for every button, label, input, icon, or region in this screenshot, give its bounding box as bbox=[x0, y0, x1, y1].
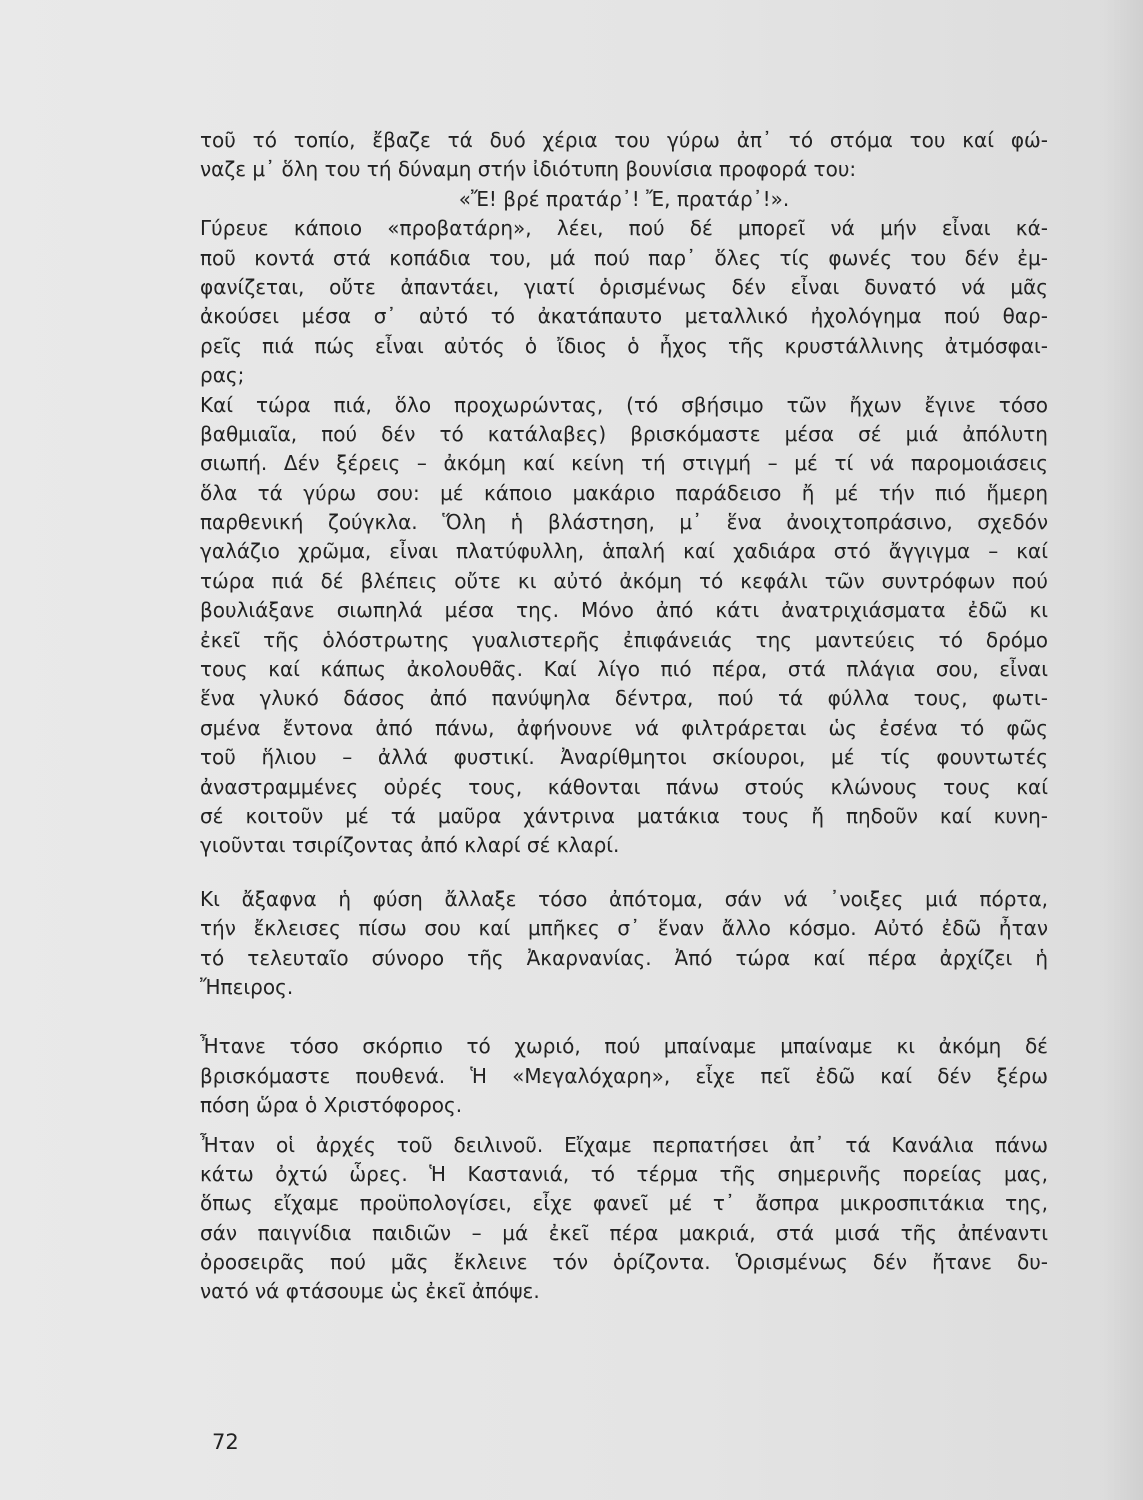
text-line: σάν παιγνίδια παιδιῶν – μά ἐκεῖ πέρα μακριά, στά μισά τῆς ἀπέναντι bbox=[200, 1220, 1048, 1245]
text-line: Καί τώρα πιά, ὅλο προχωρώντας, (τό σβήσιμο τῶν ἤχων ἔγινε τόσο bbox=[200, 392, 1048, 417]
text-line: τώρα πιά δέ βλέπεις οὔτε κι αὐτό ἀκόμη τό κεφάλι τῶν συντρόφων πού bbox=[200, 568, 1048, 593]
text-line-exclamation: «Ἔ! βρέ πρατάρ᾿! Ἔ, πρατάρ᾿!». bbox=[458, 186, 790, 211]
text-line: κάτω ὀχτώ ὧρες. Ἡ Καστανιά, τό τέρμα τῆς σημερινῆς πορείας μας, bbox=[200, 1161, 1048, 1186]
text-line: τήν ἔκλεισες πίσω σου καί μπῆκες σ᾿ ἕναν ἄλλο κόσμο. Αὐτό ἐδῶ ἦταν bbox=[200, 916, 1048, 941]
text-line: πόση ὥρα ὁ Χριστόφορος. bbox=[200, 1093, 463, 1118]
text-line: φανίζεται, οὔτε ἀπαντάει, γιατί ὁρισμένως δέν εἶναι δυνατό νά μᾶς bbox=[200, 274, 1048, 299]
text-line: ἕνα γλυκό δάσος ἀπό πανύψηλα δέντρα, πού τά φύλλα τους, φωτι- bbox=[200, 686, 1048, 711]
page-number: 72 bbox=[212, 1430, 239, 1454]
paragraph-gap bbox=[200, 1121, 1048, 1131]
text-line: τό τελευταῖο σύνορο τῆς Ἀκαρνανίας. Ἀπό τώρα καί πέρα ἀρχίζει ἡ bbox=[200, 945, 1048, 970]
text-line: Ἦταν οἱ ἀρχές τοῦ δειλινοῦ. Εἴχαμε περπατήσει ἀπ᾿ τά Κανάλια πάνω bbox=[200, 1132, 1048, 1157]
text-line: Ἤπειρος. bbox=[200, 974, 294, 999]
text-line: ὅλα τά γύρω σου: μέ κάποιο μακάριο παράδεισο ἤ μέ τήν πιό ἥμερη bbox=[200, 480, 1048, 505]
text-line: Γύρευε κάποιο «προβατάρη», λέει, πού δέ μπορεῖ νά μήν εἶναι κά- bbox=[200, 216, 1048, 241]
text-line: γιοῦνται τσιρίζοντας ἀπό κλαρί σέ κλαρί. bbox=[200, 833, 620, 858]
page-edge-shadow bbox=[1103, 0, 1143, 1500]
text-line: ναζε μ᾿ ὅλη του τή δύναμη στήν ἰδιότυπη βουνίσια προφορά του: bbox=[200, 157, 857, 182]
text-line: βουλιάξανε σιωπηλά μέσα της. Μόνο ἀπό κάτι ἀνατριχιάσματα ἐδῶ κι bbox=[200, 598, 1048, 623]
text-line: Ἦτανε τόσο σκόρπιο τό χωριό, πού μπαίναμε μπαίναμε κι ἀκόμη δέ bbox=[200, 1034, 1048, 1059]
text-line: σιωπή. Δέν ξέρεις – ἀκόμη καί κείνη τή στιγμή – μέ τί νά παρομοιάσεις bbox=[200, 451, 1048, 476]
text-line: Κι ἄξαφνα ἡ φύση ἄλλαξε τόσο ἀπότομα, σάν νά ᾿νοιξες μιά πόρτα, bbox=[200, 886, 1048, 911]
text-line: νατό νά φτάσουμε ὡς ἐκεῖ ἀπόψε. bbox=[200, 1279, 540, 1304]
paragraph-gap bbox=[200, 1002, 1048, 1032]
body-text bbox=[200, 126, 1048, 1307]
text-line: ὅπως εἴχαμε προϋπολογίσει, εἶχε φανεῖ μέ τ᾿ ἄσπρα μικροσπιτάκια της, bbox=[200, 1191, 1048, 1216]
text-line: ρας; bbox=[200, 363, 245, 388]
text-line: ἀναστραμμένες οὐρές τους, κάθονται πάνω στούς κλώνους τους καί bbox=[200, 774, 1048, 799]
text-line: ρεῖς πιά πώς εἶναι αὐτός ὁ ἴδιος ὁ ἦχος τῆς κρυστάλλινης ἀτμόσφαι- bbox=[200, 333, 1048, 358]
text-line: βρισκόμαστε πουθενά. Ἡ «Μεγαλόχαρη», εἶχε πεῖ ἐδῶ καί δέν ξέρω bbox=[200, 1063, 1048, 1088]
text-line: τοῦ ἥλιου – ἀλλά φυστικί. Ἀναρίθμητοι σκίουροι, μέ τίς φουντωτές bbox=[200, 745, 1048, 770]
text-line: βαθμιαῖα, πού δέν τό κατάλαβες) βρισκόμαστε μέσα σέ μιά ἀπόλυτη bbox=[200, 421, 1048, 446]
text-line: ποῦ κοντά στά κοπάδια του, μά πού παρ᾿ ὅλες τίς φωνές του δέν ἐμ- bbox=[200, 245, 1048, 270]
text-line: ἀκούσει μέσα σ᾿ αὐτό τό ἀκατάπαυτο μεταλλικό ἠχολόγημα πού θαρ- bbox=[200, 304, 1048, 329]
text-line: γαλάζιο χρῶμα, εἶναι πλατύφυλλη, ἁπαλή καί χαδιάρα στό ἄγγιγμα – καί bbox=[200, 539, 1048, 564]
text-line: ὀροσειρᾶς πού μᾶς ἔκλεινε τόν ὁρίζοντα. Ὁρισμένως δέν ἤτανε δυ- bbox=[200, 1250, 1048, 1275]
text-line: σέ κοιτοῦν μέ τά μαῦρα χάντρινα ματάκια τους ἤ πηδοῦν καί κυνη- bbox=[200, 803, 1048, 828]
text-line: τοῦ τό τοπίο, ἔβαζε τά δυό χέρια του γύρω ἀπ᾿ τό στόμα του καί φώ- bbox=[200, 128, 1048, 152]
text-line: ἐκεῖ τῆς ὁλόστρωτης γυαλιστερῆς ἐπιφάνειάς της μαντεύεις τό δρόμο bbox=[200, 627, 1048, 652]
text-line: τους καί κάπως ἀκολουθᾶς. Καί λίγο πιό πέρα, στά πλάγια σου, εἶναι bbox=[200, 657, 1048, 682]
text-line: σμένα ἔντονα ἀπό πάνω, ἀφήνουνε νά φιλτράρεται ὡς ἐσένα τό φῶς bbox=[200, 715, 1048, 740]
text-line: παρθενική ζούγκλα. Ὅλη ἡ βλάστηση, μ᾿ ἕνα ἀνοιχτοπράσινο, σχεδόν bbox=[200, 510, 1048, 535]
paragraph-gap bbox=[200, 861, 1048, 885]
